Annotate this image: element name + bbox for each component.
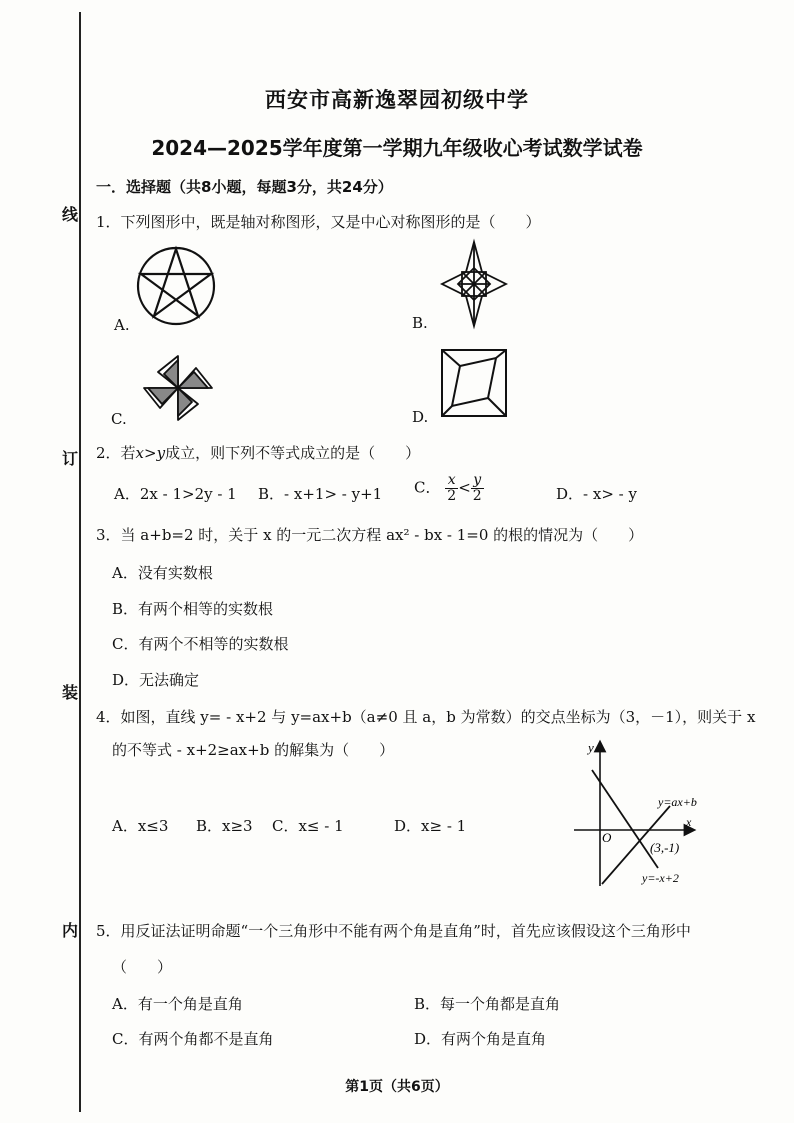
q2-option-c [414,473,484,504]
q4-option-d: D．x≥ - 1 [394,817,467,835]
pinwheel-figure [138,352,218,424]
q3-option-d: D．无法确定 [112,671,200,689]
q2-option-c-label: C． [414,478,441,497]
origin-label: O [602,830,612,845]
q2-option-d-text: - x> - y [583,485,637,503]
binding-mark-nei: 内 [62,921,79,940]
rotated-squares-figure [440,348,508,418]
q1-option-d-label: D. [412,408,429,426]
q3-option-b: B．有两个相等的实数根 [112,600,274,618]
q4-option-b: B．x≥3 [196,817,253,835]
q2-var-x: x [135,444,145,462]
q2-option-c-op: < [458,478,471,497]
binding-mark-ding: 订 [62,449,79,468]
question-3-stem: 3．当 a+b=2 时，关于 x 的一元二次方程 ax² - bx - 1=0 的根的情况为（ ） [96,526,644,544]
binding-mark-xian: 线 [62,205,79,224]
q2-option-a-label: A． [114,485,140,503]
line-minus-x-label: y=-x+2 [642,871,679,885]
q2-op: > [144,444,157,462]
q1-option-a-label: A. [114,316,130,334]
q2-frac-right-den: 2 [472,488,482,504]
q2-option-c-frac-right [471,473,484,504]
question-5-stem: 5．用反证法证明命题“一个三角形中不能有两个角是直角”时，首先应该假设这个三角形中 [96,922,691,940]
q2-option-b-text: - x+1> - y+1 [284,485,383,503]
line-y-minus-x-plus-2 [592,770,658,868]
q4-option-c: C．x≤ - 1 [272,817,344,835]
q2-option-b [258,483,382,504]
q2-num: 2．若 [96,444,136,462]
page-number: 第1页（共6页） [345,1079,449,1095]
section-heading: 一．选择题（共8小题，每题3分，共24分） [96,178,393,196]
binding-mark-zhuang: 装 [62,683,79,702]
school-name: 西安市高新逸翠园初级中学 [265,88,529,112]
exam-title: 2024—2025学年度第一学期九年级收心考试数学试卷 [151,136,643,160]
q5-option-a: A．有一个角是直角 [112,995,243,1013]
q3-option-c: C．有两个不相等的实数根 [112,635,289,653]
q2-option-a [114,483,237,504]
q2-frac-left-den: 2 [447,488,457,504]
q2-frac-left-num: x [445,473,458,489]
y-axis-label: y [588,740,594,755]
q5-option-b: B．每一个角都是直角 [414,995,561,1013]
q2-frac-right-num: y [471,473,484,489]
q5-option-c: C．有两个角都不是直角 [112,1030,274,1048]
q1-option-b-label: B. [412,314,428,332]
binding-margin-line [79,12,81,1112]
q3-option-a: A．没有实数根 [112,564,213,582]
question-2-stem [96,442,420,463]
pentagram-circle-figure [136,246,216,326]
q1-option-c-label: C. [111,410,127,428]
q2-option-d-label: D． [556,485,584,503]
line-ax-b-label: y=ax+b [658,795,697,809]
eight-point-star-figure [440,240,508,328]
q2-option-d [556,483,637,504]
question-4-stem-line1: 4．如图，直线 y= - x+2 与 y=ax+b（a≠0 且 a，b 为常数）的交点坐标为（3，－1），则关于 x [96,708,756,726]
q4-option-a: A．x≤3 [112,817,169,835]
q4-line-graph [570,740,700,890]
q2-option-c-frac-left [445,473,458,504]
question-4-stem-line2: 的不等式 - x+2≥ax+b 的解集为（ ） [112,741,395,759]
question-1-stem: 1．下列图形中，既是轴对称图形，又是中心对称图形的是（ ） [96,213,541,231]
q2-var-y: y [156,444,166,462]
x-axis-label: x [686,815,692,829]
intersection-point-label: (3,-1) [650,840,680,855]
q2-rest: 成立，则下列不等式成立的是（ ） [165,444,421,462]
q2-option-a-text: 2x - 1>2y - 1 [139,485,237,503]
q2-option-b-label: B． [258,485,285,503]
question-5-paren: （ ） [112,958,173,976]
q5-option-d: D．有两个角是直角 [414,1030,547,1048]
